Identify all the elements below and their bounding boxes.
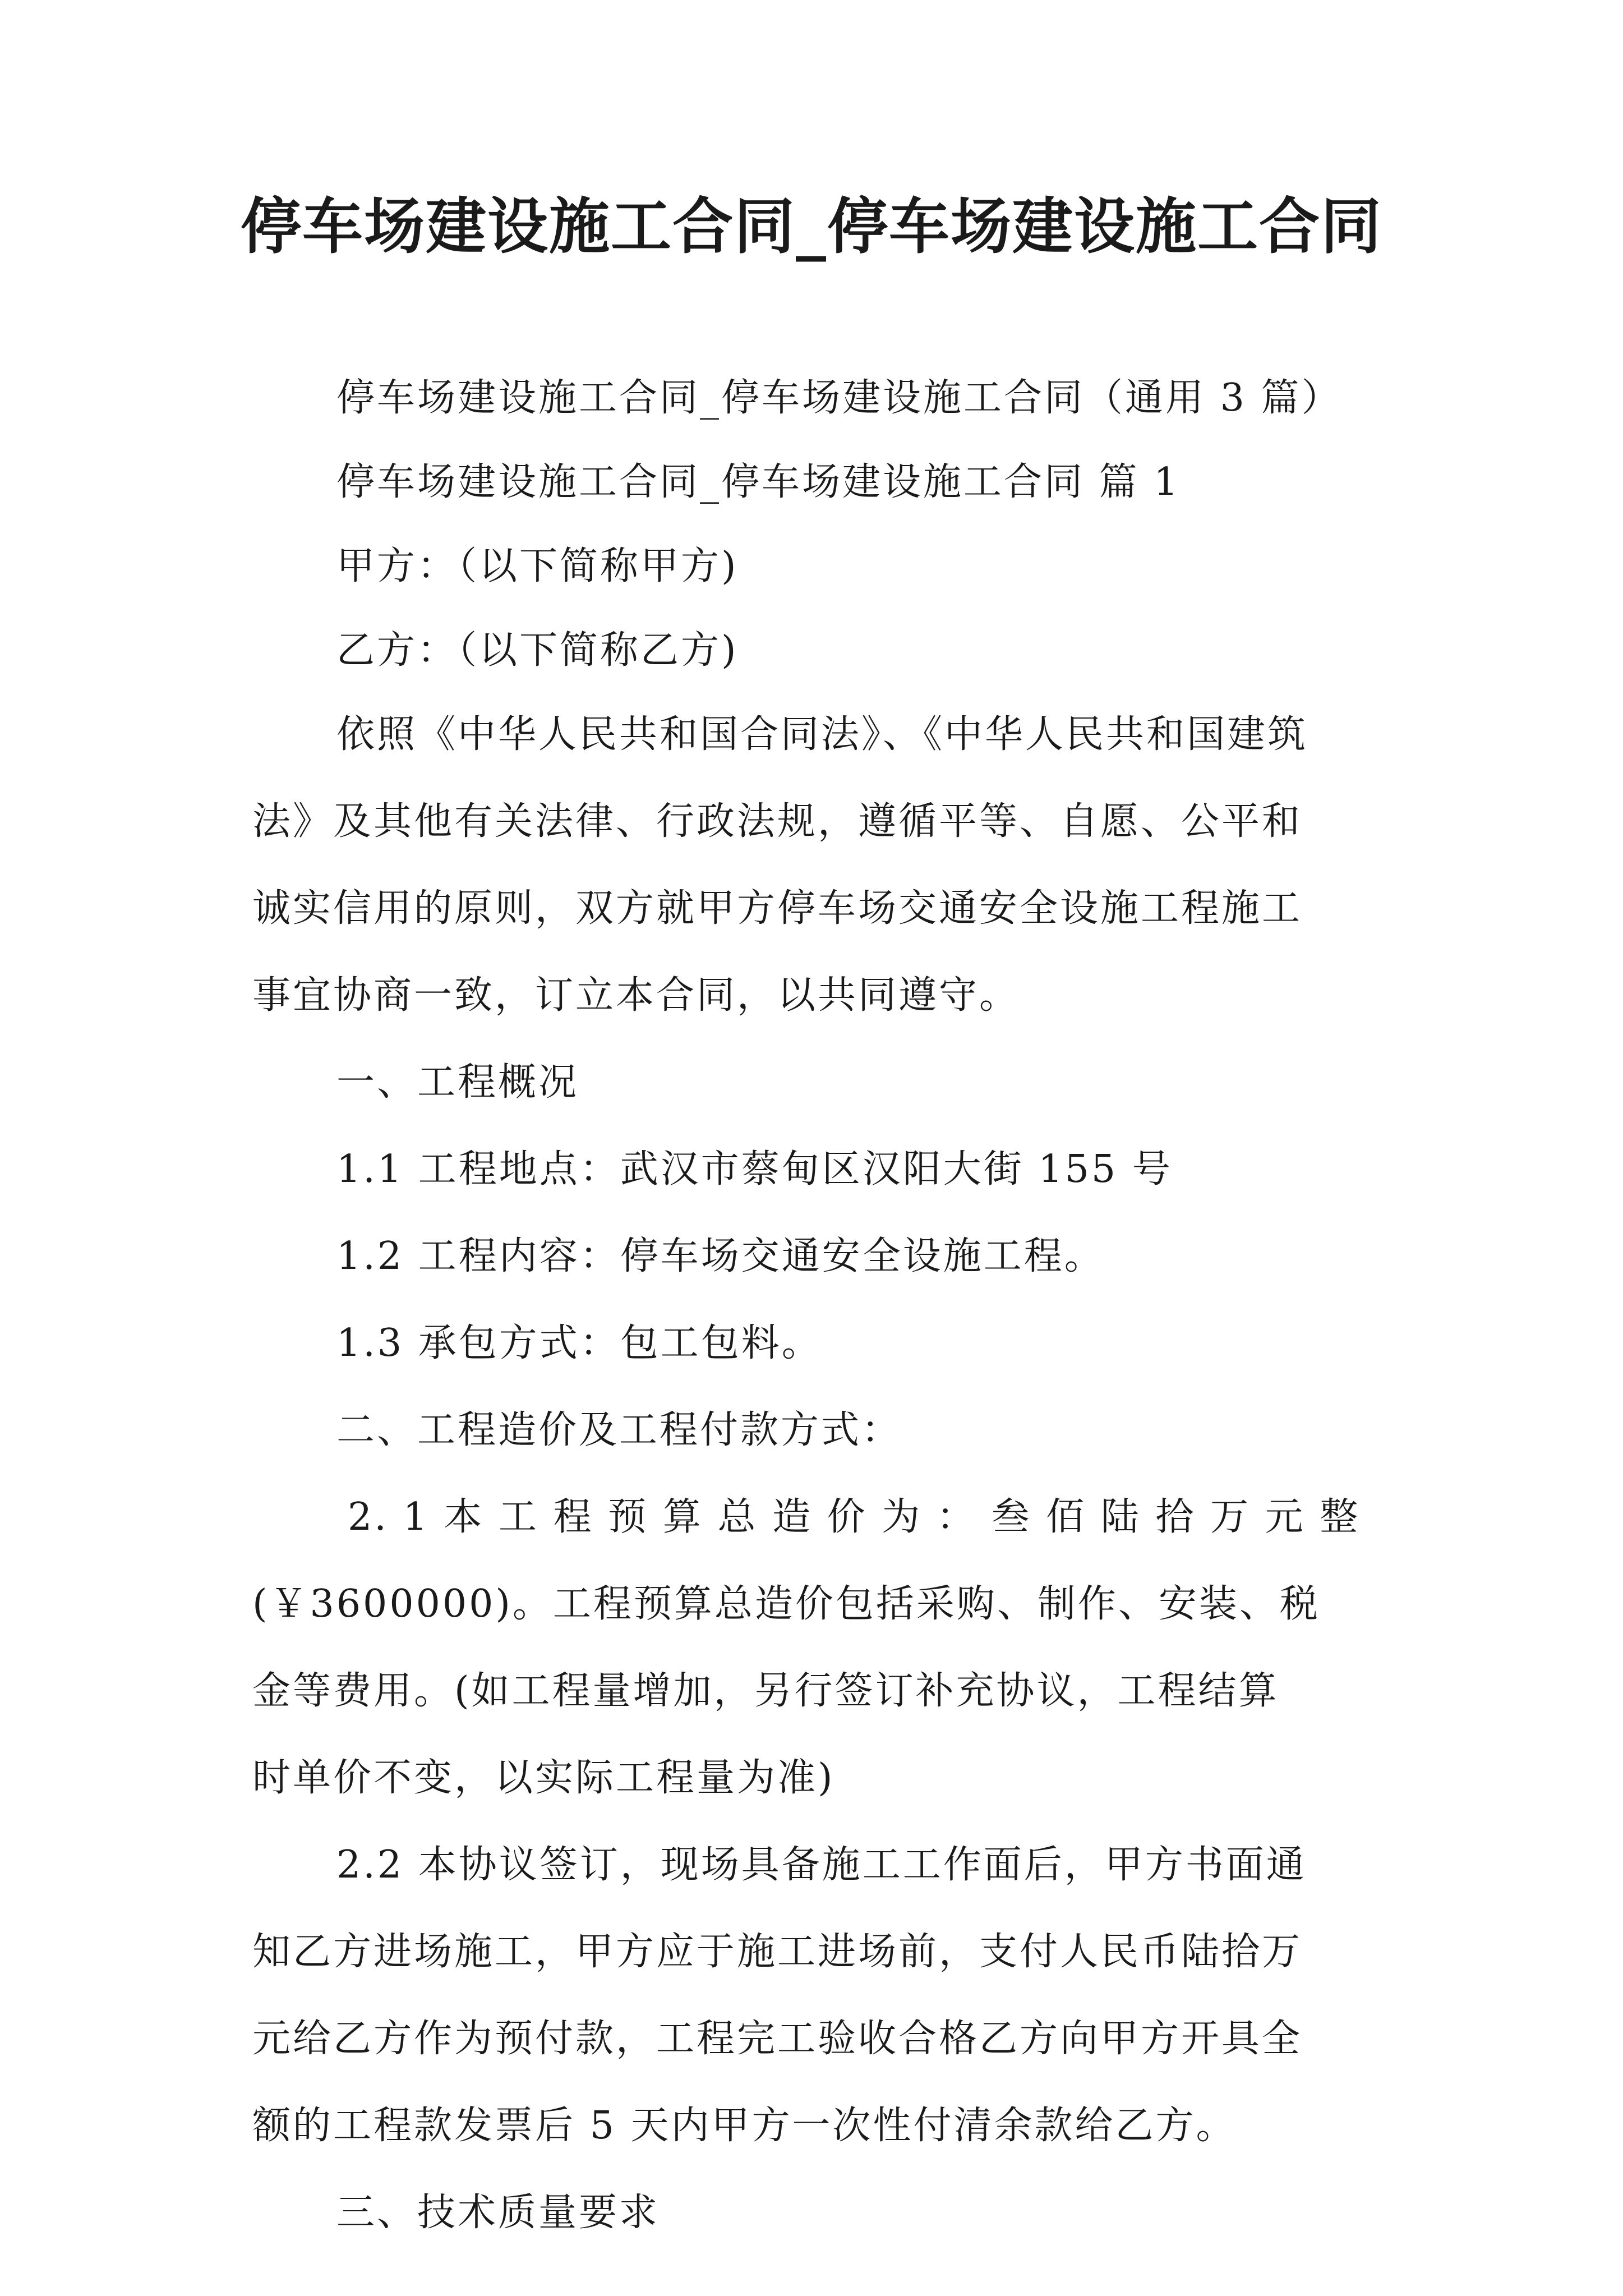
clause-line: 1.2 工程内容：停车场交通安全设施工程。 bbox=[336, 1234, 1105, 1278]
clause-line: 2.2 本协议签订，现场具备施工工作面后，甲方书面通 bbox=[336, 1843, 1307, 1887]
clause-line: 元给乙方作为预付款，工程完工验收合格乙方向甲方开具全 bbox=[252, 2017, 1303, 2061]
clause-line: 1.1 工程地点：武汉市蔡甸区汉阳大街 155 号 bbox=[336, 1147, 1173, 1191]
party-a-line: 甲方：（以下简称甲方) bbox=[336, 544, 739, 588]
clause-line: 金等费用。(如工程量增加，另行签订补充协议，工程结算 bbox=[252, 1669, 1279, 1713]
clause-line: (￥3600000)。工程预算总造价包括采购、制作、安装、税 bbox=[252, 1582, 1320, 1626]
clause-line: 额的工程款发票后 5 天内甲方一次性付清余款给乙方。 bbox=[252, 2104, 1237, 2148]
paragraph-line: 依照《中华人民共和国合同法》、《中华人民共和国建筑 bbox=[336, 712, 1308, 757]
clause-line: 时单价不变，以实际工程量为准) bbox=[252, 1756, 835, 1800]
clause-line: 1.3 承包方式：包工包料。 bbox=[336, 1321, 822, 1365]
subtitle-line: 停车场建设施工合同_停车场建设施工合同（通用 3 篇） bbox=[336, 376, 1342, 420]
section-heading: 一、工程概况 bbox=[336, 1060, 579, 1105]
paragraph-line: 诚实信用的原则，双方就甲方停车场交通安全设施工程施工 bbox=[252, 886, 1303, 931]
paragraph-line: 事宜协商一致，订立本合同，以共同遵守。 bbox=[252, 973, 1020, 1018]
clause-line: 知乙方进场施工，甲方应于施工进场前，支付人民币陆拾万 bbox=[252, 1930, 1303, 1974]
document-title: 停车场建设施工合同_停车场建设施工合同 bbox=[240, 192, 1382, 262]
section-heading-part1: 停车场建设施工合同_停车场建设施工合同 篇 1 bbox=[336, 460, 1181, 504]
section-heading: 三、技术质量要求 bbox=[336, 2191, 660, 2235]
section-heading: 二、工程造价及工程付款方式： bbox=[336, 1408, 902, 1452]
clause-line: 2. 1 本 工 程 预 算 总 造 价 为 ： 叁 佰 陆 拾 万 元 整 bbox=[348, 1495, 1361, 1539]
paragraph-line: 法》及其他有关法律、行政法规，遵循平等、自愿、公平和 bbox=[252, 799, 1303, 844]
party-b-line: 乙方：（以下简称乙方) bbox=[336, 628, 739, 673]
